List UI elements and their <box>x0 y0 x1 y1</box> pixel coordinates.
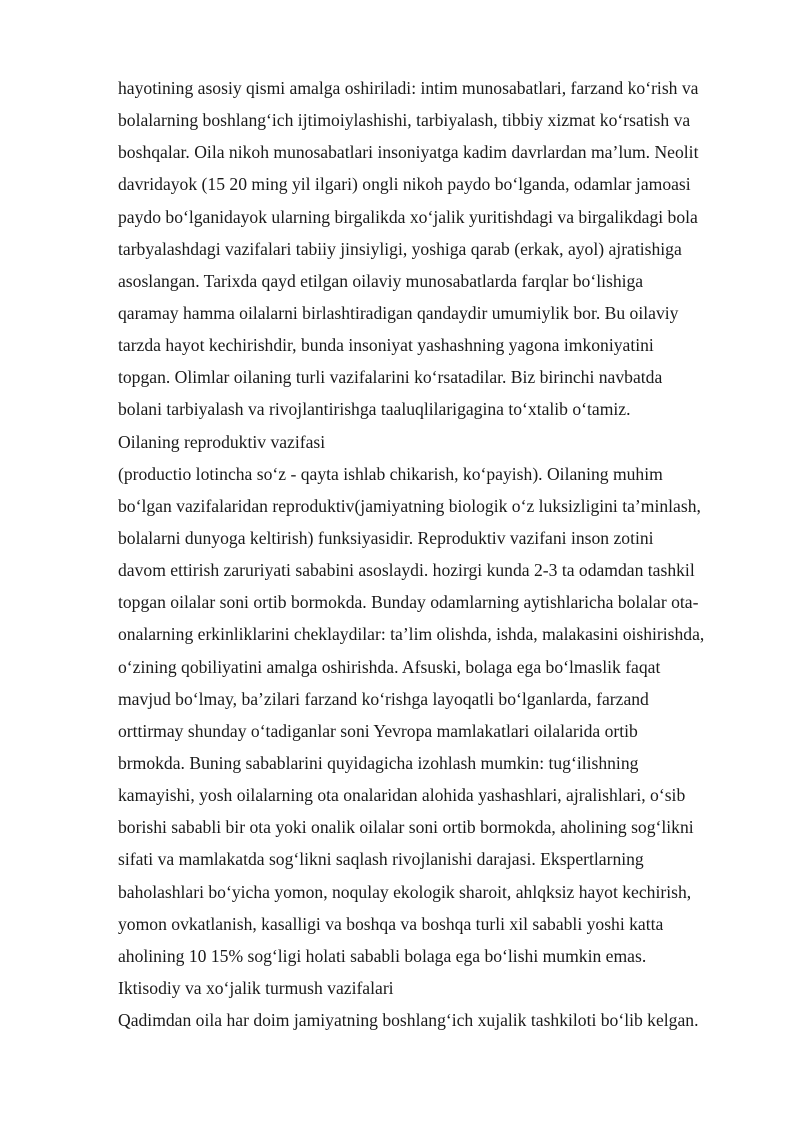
text-line: bolani tarbiyalash va rivojlantirishga taaluqlilarigagina to‘xtalib o‘tamiz. <box>118 399 631 420</box>
text-line: topgan oilalar soni ortib bormokda. Bunday odamlarning aytishlaricha bolalar ota- <box>118 592 699 613</box>
text-line: yomon ovkatlanish, kasalligi va boshqa va boshqa turli xil sababli yoshi katta <box>118 913 664 934</box>
text-line: o‘zining qobiliyatini amalga oshirishda. Afsuski, bolaga ega bo‘lmaslik faqat <box>118 656 661 677</box>
text-line: bolalarning boshlang‘ich ijtimoiylashishi, tarbiyalash, tibbiy xizmat ko‘rsatish va <box>118 110 691 131</box>
text-line: tarbyalashdagi vazifalari tabiiy jinsiyligi, yoshiga qarab (erkak, ayol) ajratishiga <box>118 238 682 259</box>
text-line: sifati va mamlakatda sog‘likni saqlash rivojlanishi darajasi. Ekspertlarning <box>118 849 644 870</box>
text-line: onalarning erkinliklarini cheklaydilar: ta’lim olishda, ishda, malakasini oishirishda, <box>118 624 705 645</box>
text-line: orttirmay shunday o‘tadiganlar soni Yevropa mamlakatlari oilalarida ortib <box>118 720 638 741</box>
text-line: davom ettirish zaruriyati sababini asoslaydi. hozirgi kunda 2-3 ta odamdan tashkil <box>118 560 695 581</box>
text-line: bo‘lgan vazifalaridan reproduktiv(jamiyatning biologik o‘z luksizligini ta’minlash, <box>118 495 701 516</box>
text-line: baholashlari bo‘yicha yomon, noqulay ekologik sharoit, ahlqksiz hayot kechirish, <box>118 881 692 902</box>
text-line: bolalarni dunyoga keltirish) funksiyasidir. Reproduktiv vazifani inson zotini <box>118 527 654 548</box>
text-line: topgan. Olimlar oilaning turli vazifalarini ko‘rsatadilar. Biz birinchi navbatda <box>118 367 663 388</box>
text-line: kamayishi, yosh oilalarning ota onalaridan alohida yashashlari, ajralishlari, o‘sib <box>118 785 686 806</box>
text-line: hayotining asosiy qismi amalga oshiriladi: intim munosabatlari, farzand ko‘rish va <box>118 78 699 98</box>
text-line: Qadimdan oila har doim jamiyatning boshlang‘ich xujalik tashkiloti bo‘lib kelgan. <box>118 1010 699 1031</box>
text-line: (productio lotincha so‘z - qayta ishlab chikarish, ko‘payish). Oilaning muhim <box>118 463 663 484</box>
text-line: qaramay hamma oilalarni birlashtiradigan qandaydir umumiylik bor. Bu oilaviy <box>118 302 679 323</box>
section-heading: Iktisodiy va xo‘jalik turmush vazifalari <box>118 977 394 998</box>
text-line: asoslangan. Tarixda qayd etilgan oilaviy munosabatlarda farqlar bo‘lishiga <box>118 270 644 291</box>
text-line: mavjud bo‘lmay, ba’zilari farzand ko‘rishga layoqatli bo‘lganlarda, farzand <box>118 688 649 709</box>
text-line: brmokda. Buning sabablarini quyidagicha izohlash mumkin: tug‘ilishning <box>118 752 639 773</box>
text-line: tarzda hayot kechirishdir, bunda insoniyat yashashning yagona imkoniyatini <box>118 335 654 356</box>
text-line: boshqalar. Oila nikoh munosabatlari insoniyatga kadim davrlardan ma’lum. Neolit <box>118 142 699 163</box>
text-line: davridayok (15 20 ming yil ilgari) ongli nikoh paydo bo‘lganda, odamlar jamoasi <box>118 174 691 195</box>
body-text <box>118 72 758 1036</box>
text-line: paydo bo‘lganidayok ularning birgalikda xo‘jalik yuritishdagi va birgalikdagi bola <box>118 206 698 227</box>
text-line: aholining 10 15% sog‘ligi holati sababli bolaga ega bo‘lishi mumkin emas. <box>118 945 647 966</box>
section-heading: Oilaning reproduktiv vazifasi <box>118 431 326 452</box>
text-line: borishi sababli bir ota yoki onalik oilalar soni ortib bormokda, aholining sog‘likni <box>118 817 694 838</box>
